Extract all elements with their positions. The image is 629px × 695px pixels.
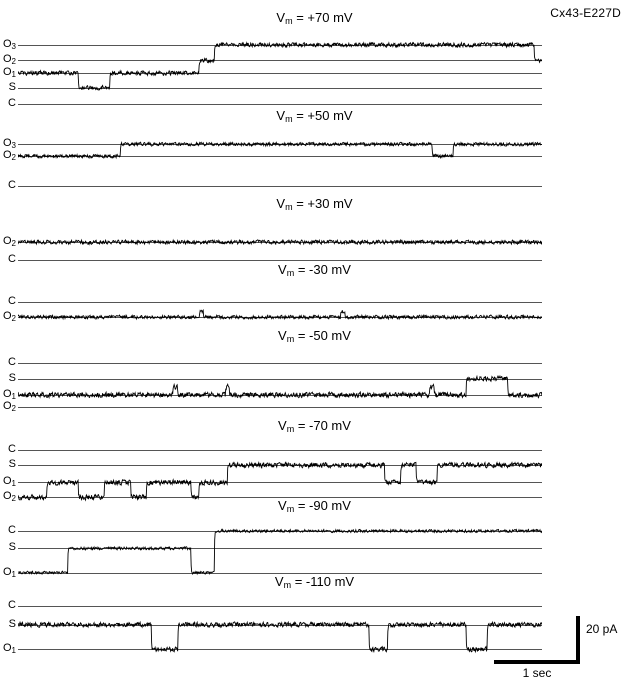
trace-panel bbox=[0, 418, 629, 506]
panel-voltage-label: $V_m = -50$ mV bbox=[278, 328, 351, 344]
scalebar-vertical bbox=[576, 616, 580, 664]
trace-panel bbox=[0, 108, 629, 194]
level-label: C bbox=[8, 598, 16, 611]
figure-corner-label: Cx43-E227D bbox=[550, 6, 621, 20]
trace-panel bbox=[0, 498, 629, 582]
panel-voltage-label: $V_m = +30$ mV bbox=[276, 196, 353, 212]
level-label: $O_2$ bbox=[2, 53, 16, 67]
level-label: C bbox=[8, 97, 16, 110]
level-label: C bbox=[8, 524, 16, 536]
current-trace bbox=[18, 262, 542, 332]
trace-panel bbox=[0, 574, 629, 656]
level-label: $O_3$ bbox=[2, 137, 16, 151]
scalebar-time-label: 1 sec bbox=[522, 666, 552, 680]
panel-voltage-label: $V_m = -110$ mV bbox=[274, 574, 355, 590]
current-trace bbox=[18, 196, 542, 270]
panel-voltage-label: $V_m = +50$ mV bbox=[276, 108, 353, 124]
level-label: $O_2$ bbox=[2, 149, 16, 163]
trace-panel bbox=[0, 196, 629, 270]
current-trace bbox=[18, 10, 542, 110]
level-label: $O_3$ bbox=[2, 37, 16, 51]
level-label: $O_1$ bbox=[2, 642, 16, 656]
level-label: C bbox=[8, 295, 16, 308]
trace-panel bbox=[0, 10, 629, 110]
level-label: S bbox=[8, 458, 16, 471]
level-label: C bbox=[8, 253, 16, 266]
panel-voltage-label: $V_m = +70$ mV bbox=[276, 10, 353, 26]
level-label: C bbox=[8, 178, 16, 191]
current-trace bbox=[18, 498, 542, 582]
panel-voltage-label: $V_m = -70$ mV bbox=[278, 418, 351, 434]
level-label: C bbox=[8, 443, 16, 456]
level-label: $O_1$ bbox=[2, 565, 16, 579]
level-label: S bbox=[8, 541, 16, 554]
level-label: $O_2$ bbox=[2, 400, 16, 414]
level-label: $O_2$ bbox=[2, 310, 16, 323]
panel-voltage-label: $V_m = -90$ mV bbox=[278, 498, 351, 514]
scalebar-current-label: 20 pA bbox=[586, 622, 618, 636]
trace-panel bbox=[0, 328, 629, 416]
level-label: S bbox=[8, 371, 16, 384]
level-label: $O_1$ bbox=[2, 475, 16, 489]
level-label: C bbox=[8, 355, 16, 368]
trace-panel bbox=[0, 262, 629, 332]
current-trace bbox=[18, 328, 542, 416]
level-label: S bbox=[8, 617, 16, 630]
current-trace bbox=[18, 108, 542, 194]
level-label: $O_1$ bbox=[2, 387, 16, 401]
level-label: S bbox=[8, 80, 16, 93]
current-trace bbox=[18, 574, 542, 656]
panel-voltage-label: $V_m = -30$ mV bbox=[278, 262, 351, 278]
level-label: $O_1$ bbox=[2, 66, 16, 79]
level-label: $O_2$ bbox=[2, 235, 16, 249]
current-trace bbox=[18, 418, 542, 506]
level-label: $O_2$ bbox=[2, 490, 16, 504]
scalebar-horizontal bbox=[494, 660, 580, 664]
